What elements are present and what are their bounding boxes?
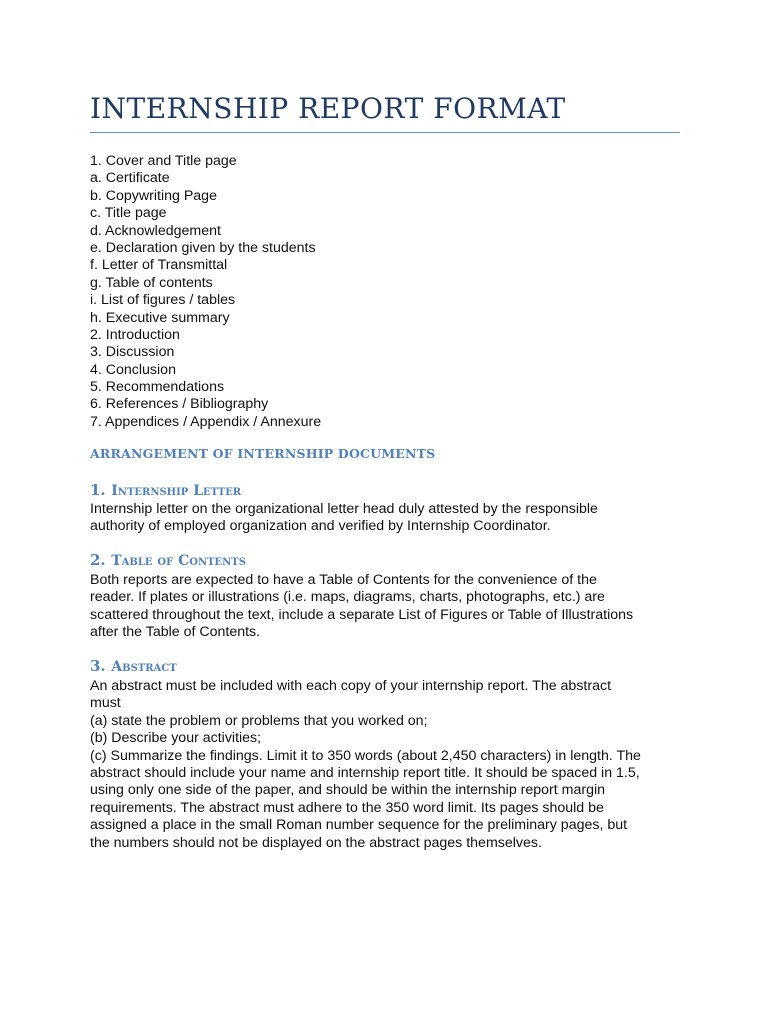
section-number: 3. [90,657,106,675]
paragraph-line: abstract should include your name and internship report title. It should be spaced in 1.5, [90,765,640,782]
section-number: 2. [90,551,106,569]
title-divider [90,132,680,133]
paragraph-line: An abstract must be included with each copy of your internship report. The abstract [90,678,612,694]
list-item: c. Title page [90,205,167,222]
list-item: e. Declaration given by the students [90,239,316,256]
list-item: 1. Cover and Title page [90,153,237,169]
list-item: 7. Appendices / Appendix / Annexure [90,413,322,430]
paragraph-line: Internship letter on the organizational letter head duly attested by the responsible [90,501,598,517]
paragraph-line: (b) Describe your activities; [90,730,262,747]
list-item: 4. Conclusion [90,361,176,378]
section-title: Abstract [111,659,177,675]
paragraph-line: requirements. The abstract must adhere to the 350 word limit. Its pages should be [90,799,604,816]
list-item: h. Executive summary [90,309,230,326]
paragraph-line: Both reports are expected to have a Table of Contents for the convenience of the [90,572,597,588]
paragraph-line: after the Table of Contents. [90,624,261,641]
list-item: i. List of figures / tables [90,292,236,309]
page-title: INTERNSHIP REPORT FORMAT [90,92,566,125]
section-number: 1. [90,481,106,499]
section-heading-table-of-contents [90,550,246,569]
section-body-table-of-contents [90,572,680,642]
paragraph-line: (c) Summarize the findings. Limit it to 350 words (about 2,450 characters) in length. The [90,747,641,764]
paragraph-line: using only one side of the paper, and should be within the internship report margin [90,782,606,799]
list-item: f. Letter of Transmittal [90,257,228,274]
list-item: a. Certificate [90,170,170,187]
paragraph-line: the numbers should not be displayed on the abstract pages themselves. [90,834,542,851]
list-item: 5. Recommendations [90,379,225,396]
section-heading-abstract [90,656,177,675]
list-item: 3. Discussion [90,344,175,361]
list-item: 6. References / Bibliography [90,396,269,413]
paragraph-line: reader. If plates or illustrations (i.e. maps, diagrams, charts, photographs, etc.) are [90,589,605,606]
section-body-abstract [90,678,680,852]
paragraph-line: (a) state the problem or problems that you worked on; [90,712,428,729]
arrangement-heading: ARRANGEMENT OF INTERNSHIP DOCUMENTS [90,446,436,461]
section-title: Internship Letter [111,483,242,499]
list-item: b. Copywriting Page [90,187,217,204]
paragraph-line: assigned a place in the small Roman number sequence for the preliminary pages, but [90,817,628,834]
paragraph-line: must [90,695,121,712]
section-body-internship-letter [90,501,680,536]
paragraph-line: scattered throughout the text, include a separate List of Figures or Table of Illustrations [90,606,634,623]
paragraph-line: authority of employed organization and verified by Internship Coordinator. [90,518,551,535]
list-item: d. Acknowledgement [90,222,221,239]
section-title: Table of Contents [111,553,246,569]
list-item: g. Table of contents [90,274,213,291]
list-item: 2. Introduction [90,326,180,343]
section-heading-internship-letter [90,480,241,499]
format-list [90,153,321,431]
